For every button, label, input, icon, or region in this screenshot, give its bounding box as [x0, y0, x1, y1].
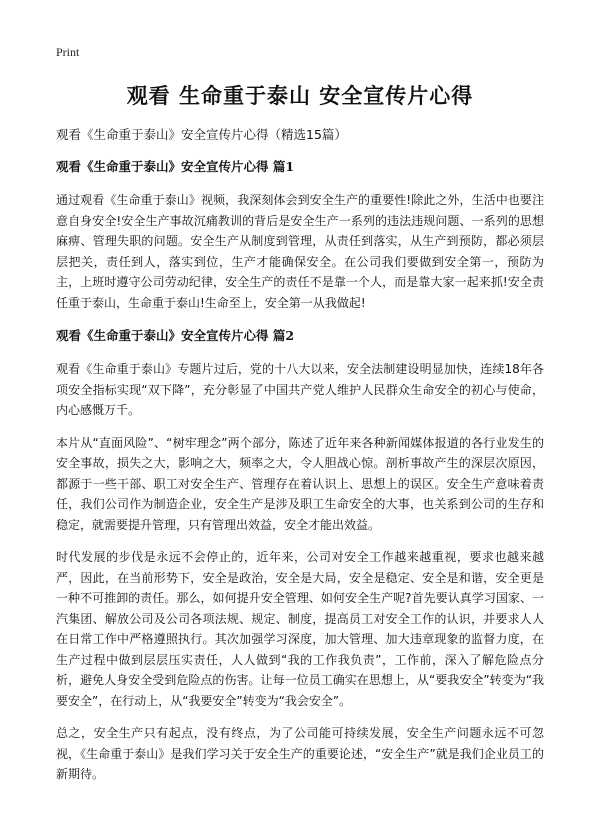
paragraph: 时代发展的步伐是永远不会停止的，近年来，公司对安全工作越来越重视，要求也越来越严，因此，在当前形势下，安全是政治，安全是大局，安全是稳定、安全是和谐，安全更是一种不可推卸的责任。那么，如何提升安全管理、如何安全生产呢?首先要认真学习国家、一汽集团、解放公司及公司各项法规、规定、制度，提高员工对安全工作的认识，并要求人人在日常工作中严格遵照执行。其次加强学习深度，加大管理、加大违章现象的监督力度，在生产过程中做到层层压实责任，人人做到“我的工作我负责”，工作前，深入了解危险点分析，避免人身安全受到危险点的伤害。让每一位员工确实在思想上，从“要我安全”转变为“我要安全”，在行动上，从“我要安全”转变为“我会安全”。: [56, 550, 544, 708]
section-heading: 观看《生命重于泰山》安全宣传片心得 篇2: [56, 328, 295, 343]
print-link[interactable]: Print: [56, 45, 80, 59]
section-heading: 观看《生命重于泰山》安全宣传片心得 篇1: [56, 159, 295, 174]
paragraph: 总之，安全生产只有起点，没有终点，为了公司能可持续发展，安全生产问题永远不可忽视，《生命重于泰山》是我们学习关于安全生产的重要论述，“安全生产”就是我们企业员工的新期待。: [56, 726, 544, 781]
paragraph: 观看《生命重于泰山》专题片过后，党的十八大以来，安全法制建设明显加快，连续18年各项安全指标实现“双下降”，充分彰显了中国共产党人维护人民群众生命安全的初心与使命，内心感慨万千。: [56, 362, 544, 417]
paragraph: 本片从“直面风险”、“树牢理念”两个部分，陈述了近年来各种新闻媒体报道的各行业发生的安全事故，损失之大，影响之大，频率之大，令人胆战心惊。剖析事故产生的深层次原因，都源于一些干部、职工对安全生产、管理存在着认识上、思想上的误区。安全生产意味着责任，我们公司作为制造企业，安全生产是涉及职工生命安全的大事，也关系到公司的生存和稳定，就需要提升管理，只有管理出效益，安全才能出效益。: [56, 435, 544, 532]
document-subtitle: 观看《生命重于泰山》安全宣传片心得（精选15篇）: [56, 127, 347, 142]
paragraph: 通过观看《生命重于泰山》视频，我深刻体会到安全生产的重要性!除此之外，生活中也要注意自身安全!安全生产事故沉痛教训的背后是安全生产一系列的违法违规问题、一系列的思想麻痹、管理失职的问题。安全生产从制度到管理，从责任到落实，从生产到预防，都必须层层把关，责任到人，落实到位，生产才能确保安全。在公司我们要做到安全第一，预防为主，上班时遵守公司劳动纪律，安全生产的责任不是靠一个人，而是靠大家一起来抓!安全责任重于泰山，生命重于泰山!生命至上，安全第一从我做起!: [56, 193, 544, 310]
document-title: 观看 生命重于泰山 安全宣传片心得: [126, 84, 474, 108]
section-2: [56, 327, 544, 785]
section-1: [56, 158, 544, 313]
